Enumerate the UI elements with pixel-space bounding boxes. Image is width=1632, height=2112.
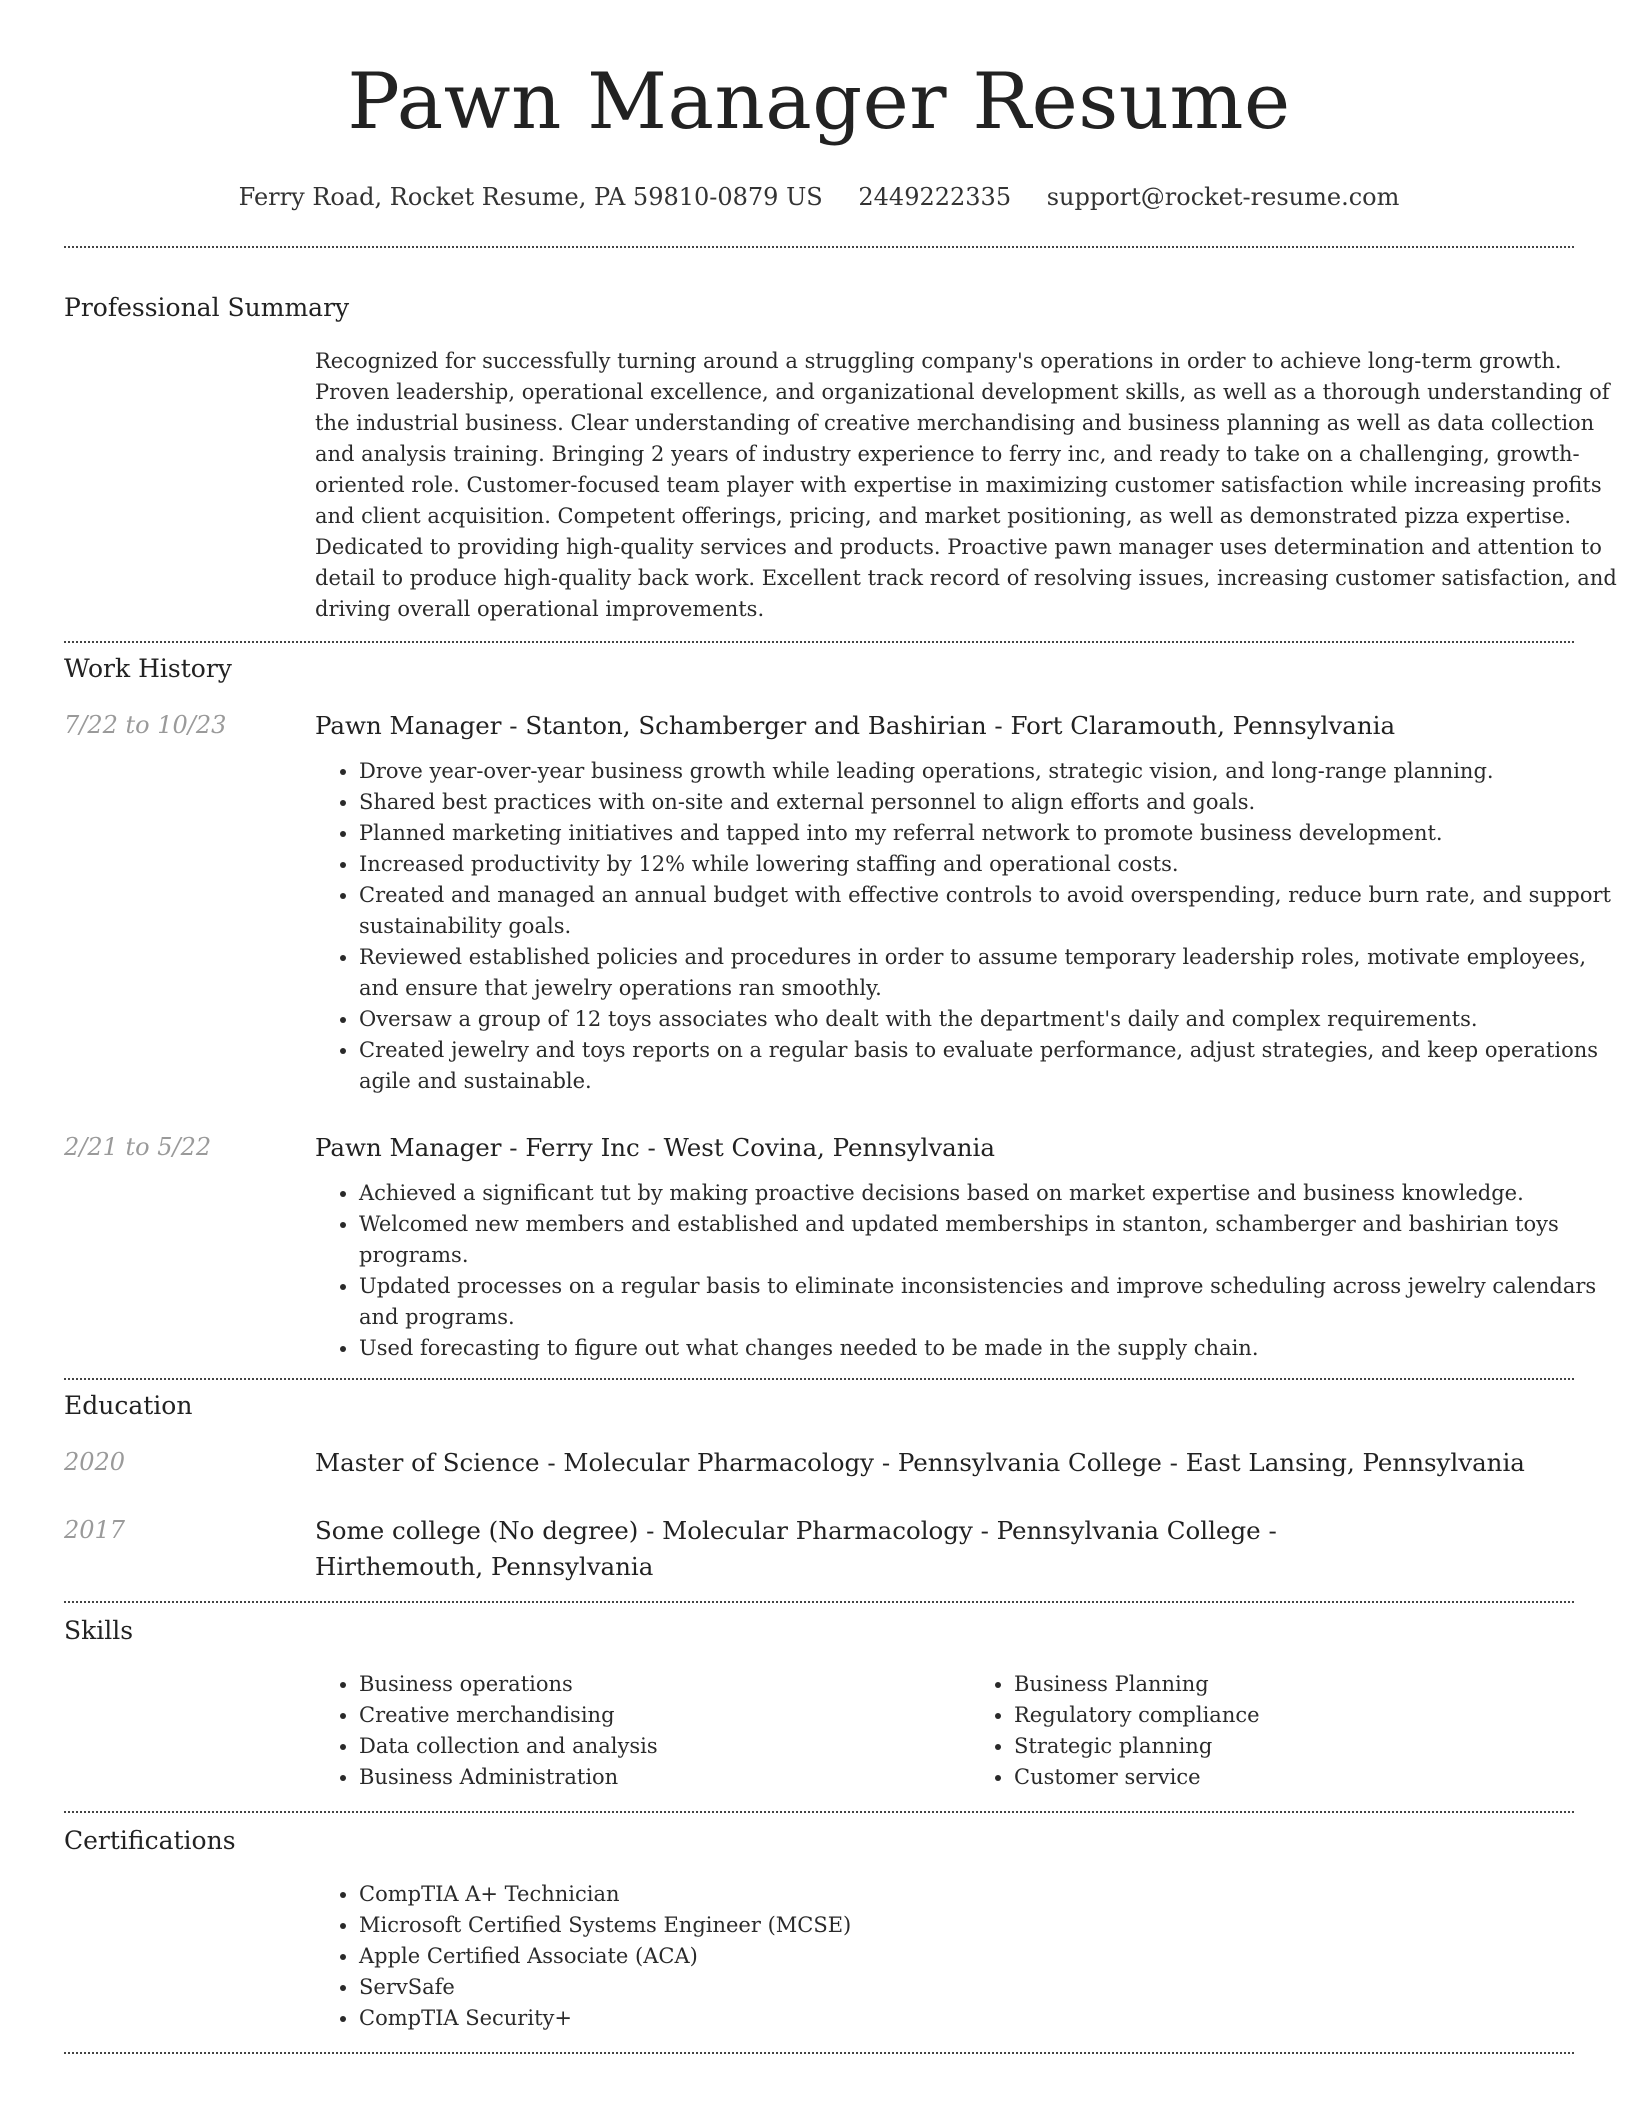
list-item: • Drove year-over-year business growth while leading operations, strategic vision, and long-range planning. (359, 756, 1625, 787)
section-divider (64, 2052, 1574, 2054)
list-item: • CompTIA A+ Technician (359, 1879, 1625, 1910)
certifications-section (64, 1813, 1574, 2034)
contact-address: Ferry Road, Rocket Resume, PA 59810-0879 US (238, 183, 823, 211)
list-item: • Planned marketing initiatives and tapped into my referral network to promote business development. (359, 818, 1625, 849)
job-bullets (315, 756, 1625, 1097)
list-item: • Oversaw a group of 12 toys associates who dealt with the department's daily and complex requirements. (359, 1004, 1625, 1035)
education-title: Some college (No degree) - Molecular Pharmacology - Pennsylvania College - Hirthemouth, Pennsylvania (315, 1516, 1277, 1581)
education-year: 2020 (64, 1448, 126, 1476)
job-dates: 2/21 to 5/22 (64, 1133, 212, 1161)
list-item: • Increased productivity by 12% while lowering staffing and operational costs. (359, 849, 1625, 880)
list-item: • Welcomed new members and established and updated memberships in stanton, schamberger and bashirian toys programs. (359, 1209, 1625, 1271)
job-title: Pawn Manager - Stanton, Schamberger and Bashirian - Fort Claramouth, Pennsylvania (315, 711, 1396, 740)
list-item: • Created and managed an annual budget with effective controls to avoid overspending, reduce burn rate, and support sustainability goals. (359, 880, 1625, 942)
professional-summary-section (64, 248, 1617, 625)
contact-email: support@rocket-resume.com (1046, 183, 1400, 211)
section-heading: Certifications (64, 1826, 236, 1855)
skills-column-right (970, 1669, 1625, 1793)
education-entry (64, 1445, 1574, 1481)
list-item: • Achieved a significant tut by making proactive decisions based on market expertise and business knowledge. (359, 1178, 1625, 1209)
section-heading: Skills (64, 1616, 134, 1645)
resume-title: Pawn Manager Resume (347, 57, 1291, 147)
contact-phone: 2449222335 (858, 183, 1012, 211)
skills-section (64, 1603, 1574, 1793)
job-dates: 7/22 to 10/23 (64, 711, 227, 739)
list-item: • Reviewed established policies and procedures in order to assume temporary leadership roles, motivate employees, and ensure that jewelry operations ran smoothly. (359, 942, 1625, 1004)
list-item: • CompTIA Security+ (359, 2003, 1625, 2034)
resume-page (64, 0, 1617, 2054)
education-section (64, 1380, 1574, 1585)
summary-content (315, 346, 1625, 625)
list-item: • Business Administration (359, 1762, 970, 1793)
job-entry (64, 708, 1611, 1097)
list-item: • Business Planning (1014, 1669, 1625, 1700)
skills-column-left (315, 1669, 970, 1793)
list-item: • ServSafe (359, 1972, 1625, 2003)
list-item: • Microsoft Certified Systems Engineer (MCSE) (359, 1910, 1625, 1941)
list-item: • Apple Certified Associate (ACA) (359, 1941, 1625, 1972)
job-entry (64, 1130, 1597, 1364)
list-item: • Created jewelry and toys reports on a regular basis to evaluate performance, adjust strategies, and keep operations agile and sustainable. (359, 1035, 1625, 1097)
list-item: • Data collection and analysis (359, 1731, 970, 1762)
list-item: • Strategic planning (1014, 1731, 1625, 1762)
work-history-section (64, 643, 1611, 1364)
section-heading: Work History (64, 654, 232, 683)
section-heading: Professional Summary (64, 293, 350, 322)
education-year: 2017 (64, 1516, 126, 1544)
job-bullets (315, 1178, 1625, 1364)
certifications-list (315, 1879, 1625, 2034)
section-heading: Education (64, 1391, 193, 1420)
list-item: • Business operations (359, 1669, 970, 1700)
education-title: Master of Science - Molecular Pharmacology - Pennsylvania College - East Lansing, Pennsylvania (315, 1448, 1525, 1477)
contact-line (64, 182, 1574, 212)
list-item: • Shared best practices with on-site and external personnel to align efforts and goals. (359, 787, 1625, 818)
list-item: • Regulatory compliance (1014, 1700, 1625, 1731)
education-entry (64, 1513, 1574, 1585)
list-item: • Customer service (1014, 1762, 1625, 1793)
job-title: Pawn Manager - Ferry Inc - West Covina, Pennsylvania (315, 1133, 995, 1162)
list-item: • Creative merchandising (359, 1700, 970, 1731)
list-item: • Updated processes on a regular basis to eliminate inconsistencies and improve scheduling across jewelry calendars and programs. (359, 1271, 1625, 1333)
summary-text: Recognized for successfully turning around a struggling company's operations in order to achieve long-term growth. Proven leadership, operational excellence, and organizational development skills, as well as a thorough understanding of the industrial business. Clear understanding of creative merchandising and business planning as well as data collection and analysis training. Bringing 2 years of industry experience to ferry inc, and ready to take on a challenging, growth-oriented role. Customer-focused team player with expertise in maximizing customer satisfaction while increasing profits and client acquisition. Competent offerings, pricing, and market positioning, as well as demonstrated pizza expertise. Dedicated to providing high-quality services and products. Proactive pawn manager uses determination and attention to detail to produce high-quality back work. Excellent track record of resolving issues, increasing customer satisfaction, and driving overall operational improvements. (315, 349, 1617, 621)
list-item: • Used forecasting to figure out what changes needed to be made in the supply chain. (359, 1333, 1625, 1364)
skills-list (315, 1669, 1625, 1793)
